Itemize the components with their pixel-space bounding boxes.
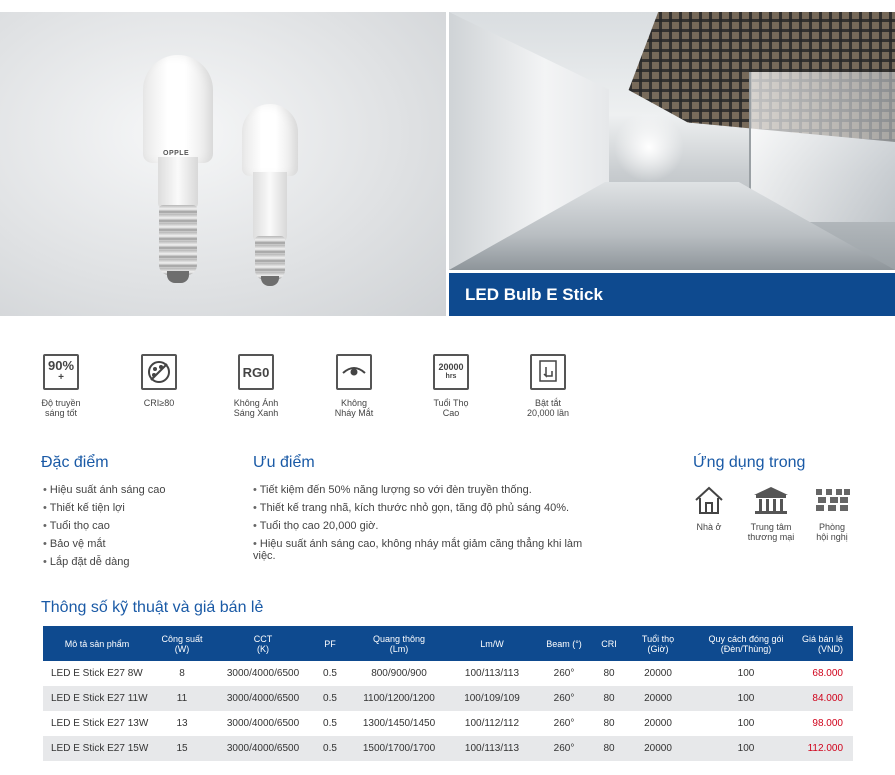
90-percent-icon: 90% +: [43, 354, 79, 390]
col-header-cct: CCT (K): [213, 626, 313, 661]
col-header-packaging: Quy cách đóng gói (Đèn/Thùng): [693, 626, 799, 661]
meeting-room-icon: [812, 484, 852, 516]
col-header-efficacy: Lm/W: [451, 626, 533, 661]
interior-photo: [449, 12, 895, 270]
table-row: LED E Stick E27 8W 8 3000/4000/6500 0.5 800/900/900 100/113/113 260° 80 20000 100 68.000: [43, 661, 853, 686]
advantages-list: [253, 484, 583, 568]
characteristics-title: Đặc điểm: [41, 454, 109, 471]
col-header-power: Công suất (W): [151, 626, 213, 661]
list-item: • Thiết kế trang nhã, kích thước nhỏ gọn, tăng độ phủ sáng 40%.: [253, 502, 583, 514]
col-header-pf: PF: [313, 626, 347, 661]
rgo-icon: RG0: [238, 354, 274, 390]
hours-icon: 20000 hrs: [433, 354, 469, 390]
table-header-row: [43, 626, 853, 661]
small-bulb-image: [242, 104, 298, 294]
list-item: • Tuổi thọ cao 20,000 giờ.: [253, 520, 583, 532]
table-row: LED E Stick E27 11W 11 3000/4000/6500 0.5 1100/1200/1200 100/109/109 260° 80 20000 100 84.000: [43, 686, 853, 711]
eye-icon: [336, 354, 372, 390]
col-header-beam: Beam (°): [533, 626, 595, 661]
bulb-brand-label: OPPLE: [163, 150, 190, 157]
product-photo: [0, 12, 446, 316]
col-header-price: Giá bán lẻ (VND): [799, 626, 853, 661]
col-header-description: Mô tả sản phẩm: [43, 626, 151, 661]
table-row: LED E Stick E27 15W 15 3000/4000/6500 0.5 1500/1700/1700 100/113/113 260° 80 20000 100 112.000: [43, 736, 853, 761]
list-item: • Tiết kiệm đến 50% năng lượng so với đèn truyền thống.: [253, 484, 583, 496]
switch-hand-icon: [530, 354, 566, 390]
list-item: • Bảo vệ mắt: [43, 538, 233, 550]
mall-icon: [751, 484, 791, 516]
col-header-lumen: Quang thông (Lm): [347, 626, 451, 661]
spec-table: [43, 626, 853, 761]
feature-no-blue-light: RG0 Không Ánh Sáng Xanh: [216, 354, 296, 418]
feature-long-life: 20000 hrs Tuổi Thọ Cao: [411, 354, 491, 418]
list-item: • Thiết kế tiện lợi: [43, 502, 233, 514]
characteristics-list: [43, 484, 233, 574]
feature-no-flicker: Không Nháy Mắt: [314, 354, 394, 418]
col-header-cri: CRI: [595, 626, 623, 661]
feature-cri: CRI≥80: [119, 354, 199, 408]
advantages-title: Ưu điểm: [253, 454, 315, 471]
feature-icons: [0, 354, 600, 424]
app-home: Nhà ở: [679, 484, 739, 532]
spec-title: Thông số kỹ thuật và giá bán lẻ: [41, 599, 264, 616]
table-row: LED E Stick E27 13W 13 3000/4000/6500 0.5 1300/1450/1450 100/112/112 260° 80 20000 100 98.000: [43, 711, 853, 736]
house-icon: [689, 484, 729, 516]
product-title: LED Bulb E Stick: [449, 273, 895, 316]
col-header-lifetime: Tuổi thọ (Giờ): [623, 626, 693, 661]
app-mall: Trung tâm thương mại: [741, 484, 801, 542]
applications-title: Ứng dụng trong: [693, 454, 806, 471]
list-item: • Tuổi thọ cao: [43, 520, 233, 532]
list-item: • Lắp đặt dễ dàng: [43, 556, 233, 568]
list-item: • Hiệu suất ánh sáng cao: [43, 484, 233, 496]
list-item: • Hiệu suất ánh sáng cao, không nháy mắt giảm căng thẳng khi làm việc.: [253, 538, 583, 562]
large-bulb-image: [143, 55, 213, 295]
cri-icon: [141, 354, 177, 390]
app-conference-room: Phòng hội nghị: [802, 484, 862, 542]
feature-switch-cycles: Bật tắt 20,000 lần: [508, 354, 588, 418]
feature-light-transmission: 90% + Độ truyền sáng tốt: [21, 354, 101, 418]
applications-list: [688, 484, 868, 544]
